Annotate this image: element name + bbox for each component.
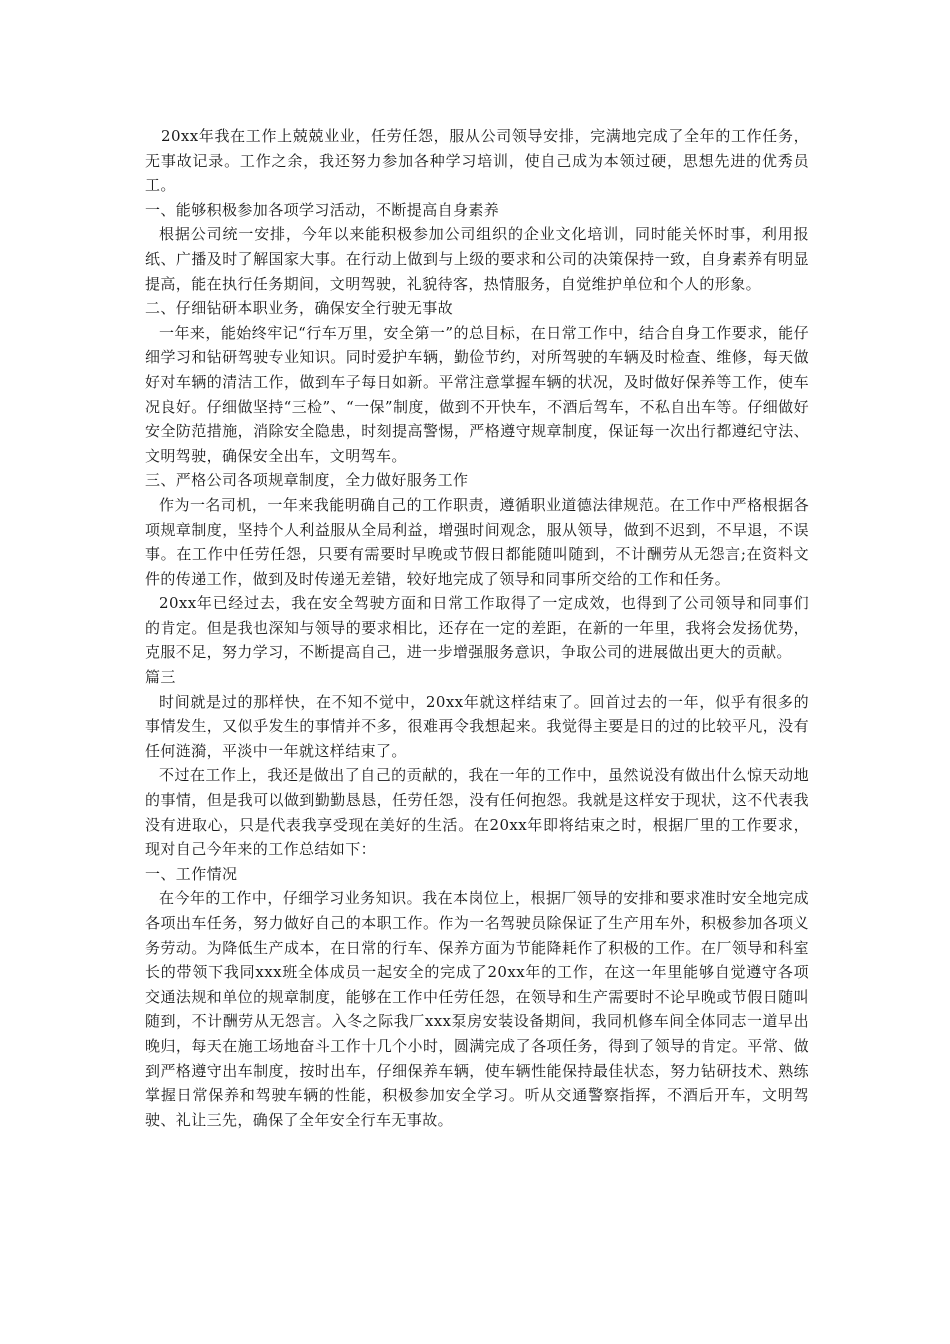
paragraph-summary: 20xx年已经过去，我在安全驾驶方面和日常工作取得了一定成效，也得到了公司领导和同事们的肯定。但是我也深知与领导的要求相比，还存在一定的差距，在新的一年里，我将会发扬优势，克服不足，努力学习，不断提高自己，进一步增强服务意识，争取公司的进展做出更大的贡献。 [145,594,809,662]
paragraph-contribution: 不过在工作上，我还是做出了自己的贡献的，我在一年的工作中，虽然说没有做出什么惊天动地的事情，但是我可以做到勤勤恳恳，任劳任怨，没有任何抱怨。我就是这样安于现状，这不代表我没有进取心，只是代表我享受现在美好的生活。在20xx年即将结束之时，根据厂里的工作要求，现对自己今年来的工作总结如下： [145,766,809,859]
part-three-heading: 篇三 [145,668,176,687]
section-heading-3: 三、严格公司各项规章制度，全力做好服务工作 [145,471,469,490]
paragraph-time: 时间就是过的那样快，在不知不觉中，20xx年就这样结束了。回首过去的一年，似乎有很多的事情发生，又似乎发生的事情并不多，很难再令我想起来。我觉得主要是日的过的比较平凡，没有任何涟漪，平淡中一年就这样结束了。 [145,692,809,760]
paragraph-safety: 一年来，能始终牢记“行车万里，安全第一”的总目标，在日常工作中，结合自身工作要求，能仔细学习和钻研驾驶专业知识。同时爱护车辆，勤俭节约，对所驾驶的车辆及时检查、维修，每天做好对车辆的清洁工作，做到车子每日如新。平常注意掌握车辆的状况，及时做好保养等工作，使车况良好。仔细做坚持“三检”、“一保”制度，做到不开快车，不酒后驾车，不私自出车等。仔细做好安全防范措施，消除安全隐患，时刻提高警惕，严格遵守规章制度，保证每一次出行都遵纪守法、文明驾驶，确保安全出车，文明驾车。 [145,323,809,465]
section-heading-work: 一、工作情况 [145,864,238,883]
section-heading-1: 一、能够积极参加各项学习活动，不断提高自身素养 [145,200,500,219]
paragraph-service: 作为一名司机，一年来我能明确自己的工作职责，遵循职业道德法律规范。在工作中严格根据各项规章制度，坚持个人利益服从全局利益，增强时间观念，服从领导，做到不迟到，不早退，不误事。在工作中任劳任怨，只要有需要时早晚或节假日都能随叫随到，不计酬劳从无怨言;在资料文件的传递工作，做到及时传递无差错，较好地完成了领导和同事所交给的工作和任务。 [145,495,809,588]
section-heading-2: 二、仔细钻研本职业务，确保安全行驶无事故 [145,299,454,318]
paragraph-study: 根据公司统一安排，今年以来能积极参加公司组织的企业文化培训，同时能关怀时事，利用报纸、广播及时了解国家大事。在行动上做到与上级的要求和公司的决策保持一致，自身素养有明显提高，能在执行任务期间，文明驾驶，礼貌待客，热情服务，自觉维护单位和个人的形象。 [145,225,809,293]
document-body [145,124,809,1132]
paragraph-intro: 20xx年我在工作上兢兢业业，任劳任怨，服从公司领导安排，完满地完成了全年的工作任务，无事故记录。工作之余，我还努力参加各种学习培训，使自己成为本领过硬，思想先进的优秀员工。 [145,127,809,195]
paragraph-work-details: 在今年的工作中，仔细学习业务知识。我在本岗位上，根据厂领导的安排和要求准时安全地完成各项出车任务，努力做好自己的本职工作。作为一名驾驶员除保证了生产用车外，积极参加各项义务劳动。为降低生产成本，在日常的行车、保养方面为节能降耗作了积极的工作。在厂领导和科室长的带领下我同xxx班全体成员一起安全的完成了20xx年的工作，在这一年里能够自觉遵守各项交通法规和单位的规章制度，能够在工作中任劳任怨，在领导和生产需要时不论早晚或节假日随叫随到，不计酬劳从无怨言。入冬之际我厂xxx泵房安装设备期间，我同机修车间全体同志一道早出晚归，每天在施工场地奋斗工作十几个小时，圆满完成了各项任务，得到了领导的肯定。平常、做到严格遵守出车制度，按时出车，仔细保养车辆，使车辆性能保持最佳状态，努力钻研技术、熟练掌握日常保养和驾驶车辆的性能，积极参加安全学习。听从交通警察指挥，不酒后开车，文明驾驶、礼让三先，确保了全年安全行车无事故。 [145,889,809,1129]
